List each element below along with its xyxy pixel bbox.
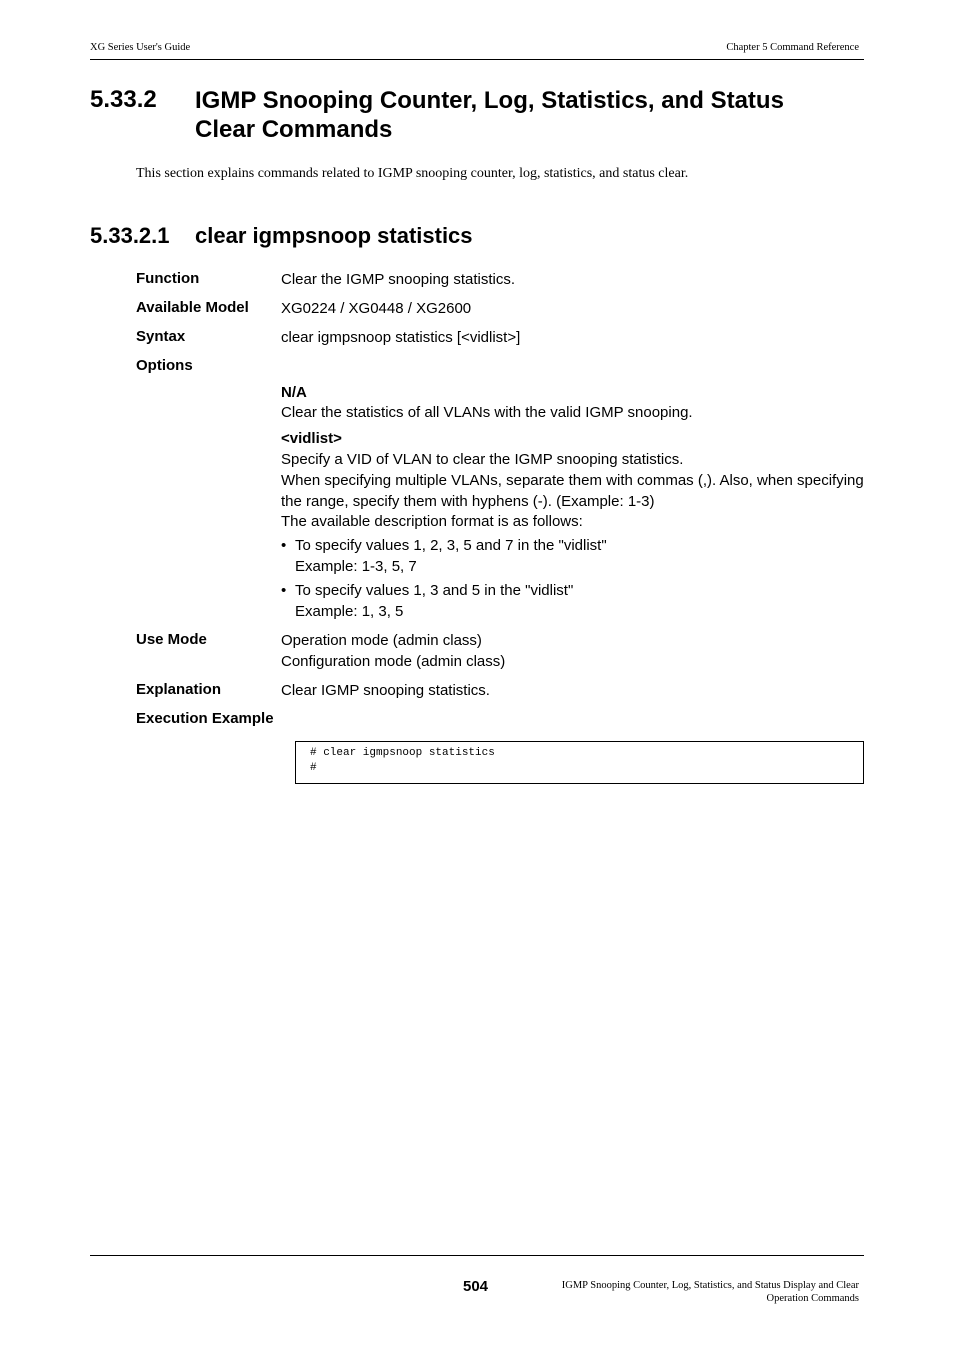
value-function: Clear the IGMP snooping statistics. [281,271,515,288]
list-item-example: Example: 1, 3, 5 [295,603,404,620]
section-intro: This section explains commands related to IGMP snooping counter, log, statistics, and status clear. [136,166,689,181]
code-line-2: # [310,762,317,774]
list-item-text: To specify values 1, 3 and 5 in the "vidlist" [295,582,574,599]
value-available-model: XG0224 / XG0448 / XG2600 [281,300,472,317]
label-syntax: Syntax [136,328,186,345]
label-function: Function [136,270,200,287]
code-example-box [295,741,864,784]
running-footer-section [562,1279,859,1305]
option-vidlist-description-3: The available description format is as follows: [281,513,583,530]
list-item-example: Example: 1-3, 5, 7 [295,558,417,575]
footer-line-2: Operation Commands [766,1293,859,1304]
label-use-mode: Use Mode [136,631,207,648]
footer-line-1: IGMP Snooping Counter, Log, Statistics, and Status Display and Clear [561,1280,859,1291]
option-vidlist-description-2: When specifying multiple VLANs, separate them with commas (,). Also, when specifying the range, specify them with hyphens (-). (Example: 1-3) [281,472,864,510]
label-available-model: Available Model [136,299,249,316]
value-use-mode-2: Configuration mode (admin class) [281,653,506,670]
page-number: 504 [463,1278,489,1295]
label-explanation: Explanation [136,681,222,698]
running-header-title: XG Series User's Guide [90,42,191,53]
bullet-icon: • [281,582,287,599]
list-item [281,535,607,577]
subsection-number: 5.33.2.1 [90,223,170,248]
section-title: IGMP Snooping Counter, Log, Statistics, and Status Clear Commands [195,87,784,143]
running-header-chapter: Chapter 5 Command Reference [726,42,859,53]
option-na-description: Clear the statistics of all VLANs with the valid IGMP snooping. [281,404,693,421]
value-use-mode-1: Operation mode (admin class) [281,632,482,649]
section-number: 5.33.2 [90,86,157,113]
label-options: Options [136,357,193,374]
list-item-text: To specify values 1, 2, 3, 5 and 7 in the "vidlist" [295,537,607,554]
label-execution-example: Execution Example [136,710,274,727]
option-vidlist-description-1: Specify a VID of VLAN to clear the IGMP snooping statistics. [281,451,684,468]
bullet-icon: • [281,537,287,554]
option-vidlist-title: <vidlist> [281,430,342,447]
code-line-1: # clear igmpsnoop statistics [310,747,495,759]
footer-rule [90,1255,864,1256]
header-rule [90,59,864,60]
subsection-title: clear igmpsnoop statistics [195,223,473,248]
value-syntax: clear igmpsnoop statistics [<vidlist>] [281,329,521,346]
list-item [281,580,573,622]
value-explanation: Clear IGMP snooping statistics. [281,682,490,699]
option-na-title: N/A [281,384,307,401]
